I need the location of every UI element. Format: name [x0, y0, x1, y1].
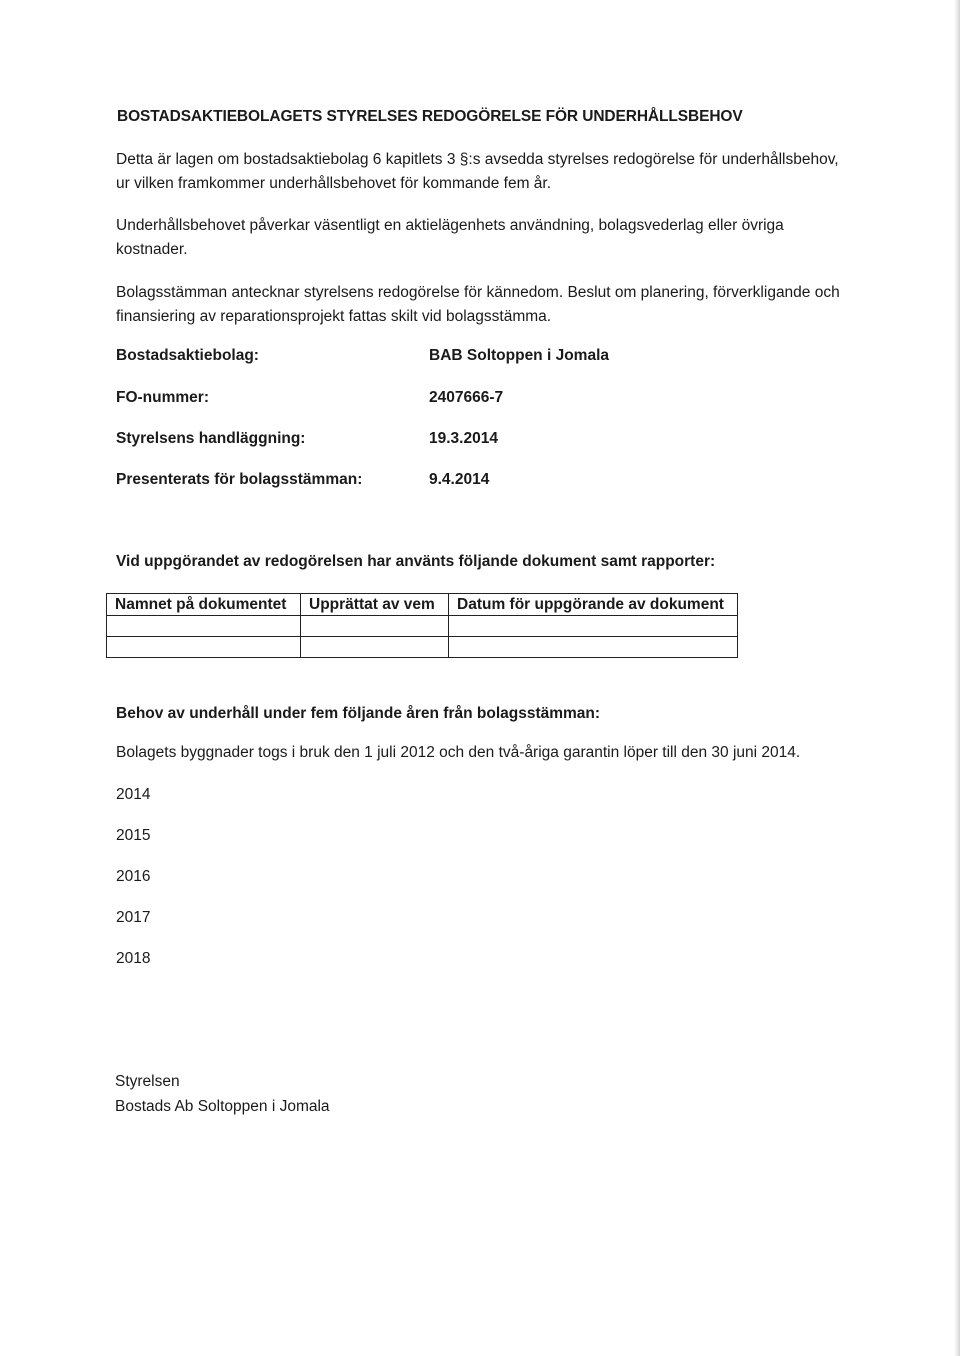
documents-table [106, 593, 738, 658]
year-item: 2015 [116, 827, 151, 844]
table-cell [449, 637, 738, 658]
year-item: 2017 [116, 909, 151, 926]
table-cell [301, 616, 449, 637]
table-cell [301, 637, 449, 658]
table-row [107, 637, 738, 658]
company-value: BAB Soltoppen i Jomala [429, 347, 609, 364]
presented-value: 9.4.2014 [429, 471, 490, 488]
table-header-row [107, 594, 738, 616]
documents-heading: Vid uppgörandet av redogörelsen har använts följande dokument samt rapporter: [116, 553, 716, 570]
presented-label: Presenterats för bolagsstämman: [116, 471, 363, 488]
meeting-paragraph: Bolagsstämman antecknar styrelsens redogörelse för kännedom. Beslut om planering, förverkligande och finansiering av reparationsprojekt fattas skilt vid bolagsstämma. [116, 284, 840, 325]
table-cell [107, 637, 301, 658]
header-document-name: Namnet på dokumentet [107, 594, 301, 616]
board-handling-value: 19.3.2014 [429, 430, 498, 447]
fo-number-value: 2407666-7 [429, 389, 504, 406]
intro-paragraph: Detta är lagen om bostadsaktiebolag 6 kapitlets 3 §:s avsedda styrelses redogörelse för underhållsbehov, ur vilken framkommer underhållsbehovet för kommande fem år. [116, 151, 839, 192]
company-label: Bostadsaktiebolag: [116, 347, 259, 364]
header-prepared-by: Upprättat av vem [301, 594, 449, 616]
year-item: 2014 [116, 786, 151, 803]
table-row [107, 616, 738, 637]
signature-board: Styrelsen [115, 1073, 180, 1090]
maintenance-heading: Behov av underhåll under fem följande åren från bolagsstämman: [116, 705, 601, 722]
scan-edge [954, 0, 960, 1356]
table-cell [449, 616, 738, 637]
fo-number-label: FO-nummer: [116, 389, 209, 406]
header-document-date: Datum för uppgörande av dokument [449, 594, 738, 616]
impact-paragraph: Underhållsbehovet påverkar väsentligt en aktielägenhets användning, bolagsvederlag eller övriga kostnader. [116, 217, 784, 258]
year-item: 2018 [116, 950, 151, 967]
year-item: 2016 [116, 868, 151, 885]
board-handling-label: Styrelsens handläggning: [116, 430, 306, 447]
document-title: BOSTADSAKTIEBOLAGETS STYRELSES REDOGÖRELSE FÖR UNDERHÅLLSBEHOV [117, 108, 743, 125]
signature-company: Bostads Ab Soltoppen i Jomala [115, 1098, 330, 1115]
maintenance-text: Bolagets byggnader togs i bruk den 1 juli 2012 och den två-åriga garantin löper till den 30 juni 2014. [116, 744, 801, 761]
table-cell [107, 616, 301, 637]
